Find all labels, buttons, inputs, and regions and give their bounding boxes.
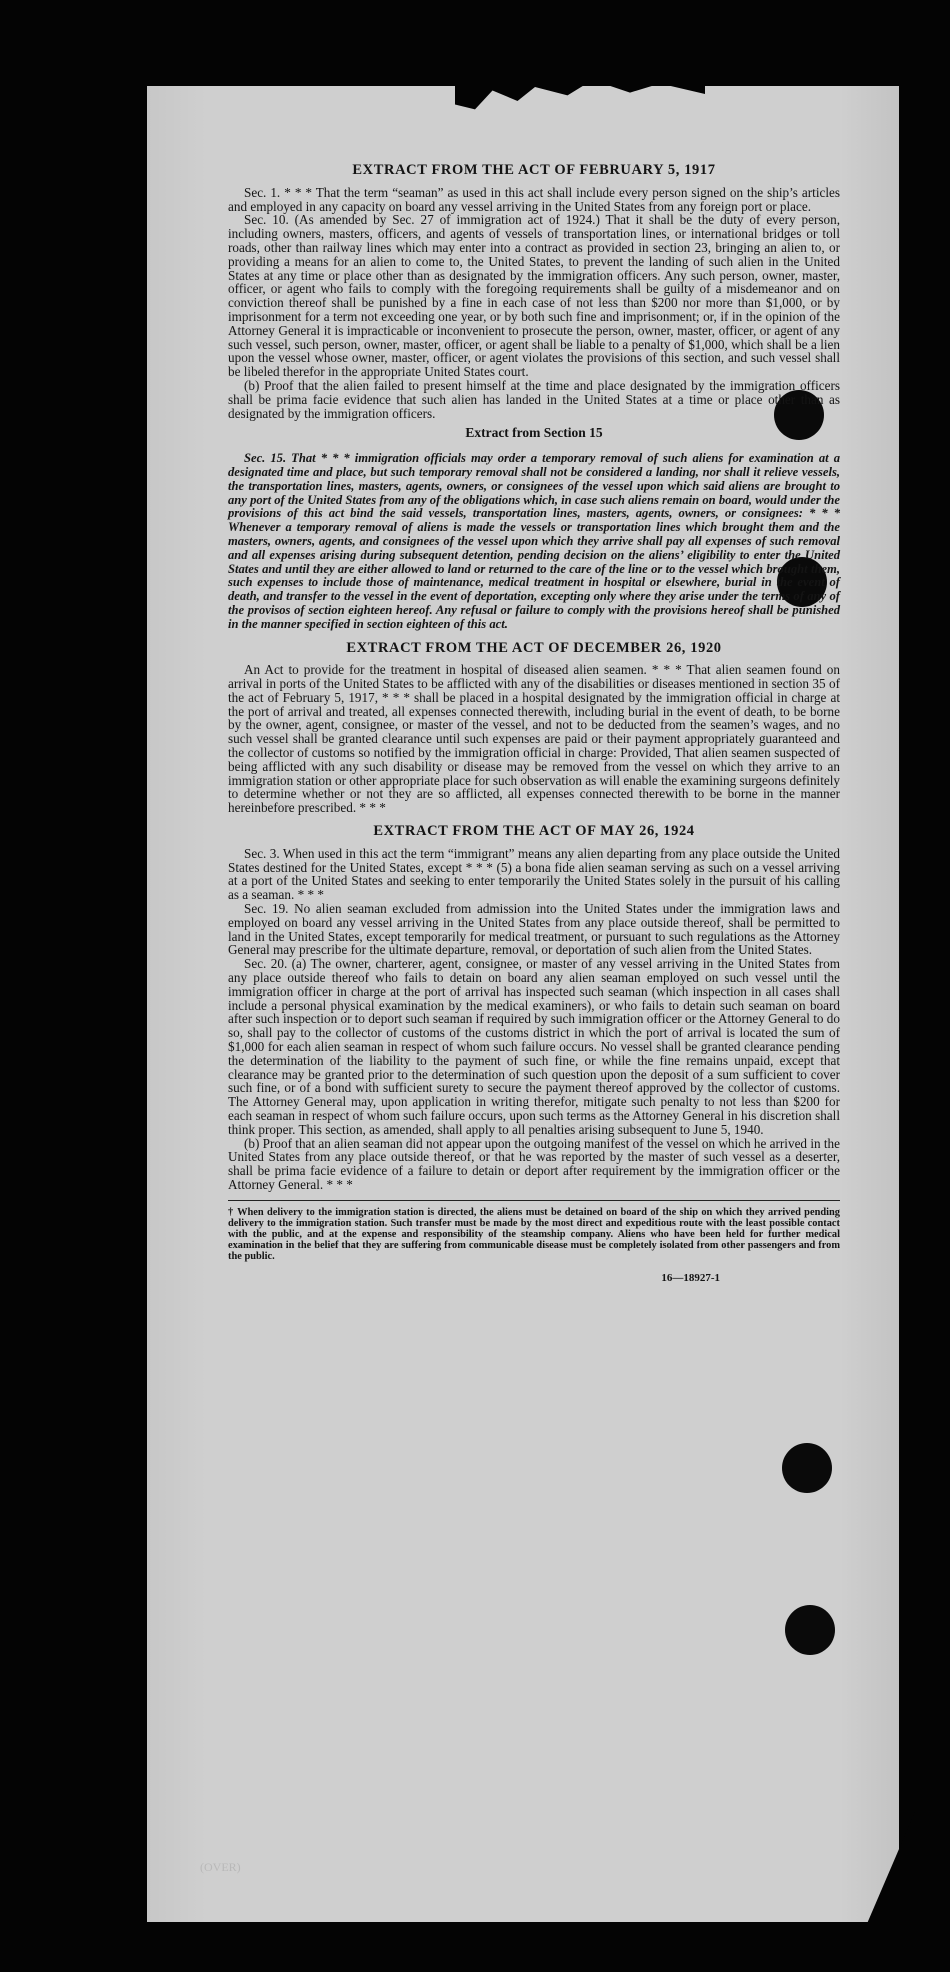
act-dec-1920: An Act to provide for the treatment in hospital of diseased alien seamen. * * * That alien seamen found on arrival in ports of the United States to be afflicted with any of the disabilities or diseases mentioned in section 35 of the act of February 5, 1917, * * * shall be placed in a hospital designated by the immigration official in charge at the port of arrival and treated, all expenses connected therewith, including burial in the event of death, to be borne by the owner, agent, consignee, or master of the vessel, and not to be deducted from the seamen’s wages, and no such vessel shall be granted clearance until such expenses are paid or their payment appropriately guaranteed and the collector of customs so notified by the immigration official in charge: Provided, That alien seamen suspected of being afflicted with any such disability or disease may be removed from the vessel on which they arrive to an immigration station or other appropriate place for such observation as will enable the examining surgeons definitely to determine whether or not they are so afflicted, all expenses connected therewith to be borne in the manner hereinbefore prescribed. * * * <box>228 662 840 816</box>
footnote: † When delivery to the immigration station is directed, the aliens must be detained on board of the ship on which they arrived pending delivery to the immigration station. Such transfer must be made by the most direct and expeditious route with the least possible contact with the public, and at the expense and responsibility of the steamship company. Aliens who have been held for further medical examination in the belief that they are suffering from communicable disease must be completely isolated from other passengers and from the public. <box>228 1206 840 1262</box>
heading-dec-1920: EXTRACT FROM THE ACT OF DECEMBER 26, 1920 <box>346 639 722 656</box>
heading-section-15: Extract from Section 15 <box>465 425 603 441</box>
section-19: Sec. 19. No alien seaman excluded from admission into the United States under the immigration laws and employed on board any vessel arriving in the United States from any place outside thereof, shall be permitted to land in the United States, except temporarily for medical treatment, or pursuant to such regulations as the Attorney General may prescribe for the ultimate departure, removal, or deportation of such alien from the United States. <box>228 901 840 958</box>
over-mark: (OVER) <box>200 1860 241 1874</box>
footnote-rule <box>228 1200 840 1201</box>
section-1: Sec. 1. * * * That the term “seaman” as used in this act shall include every person signed on the ship’s articles and employed in any capacity on board any vessel arriving in the United States from any foreign port or place. <box>228 184 840 214</box>
section-10: Sec. 10. (As amended by Sec. 27 of immigration act of 1924.) That it shall be the duty of every person, including owners, masters, officers, and agents of vessels of transportation lines, or international bridges or toll roads, other than railway lines which may enter into a contract as provided in section 23, bringing an alien to, or providing a means for an alien to come to, the United States, to prevent the landing of such alien in the United States at any time or place other than as designated by the immigration officers. Any such person, owner, master, officer, or agent who fails to comply with the foregoing requirements shall be guilty of a misdemeanor and on conviction thereof shall be punished by a fine in each case of not less than $200 nor more than $1,000, or by imprisonment for a term not exceeding one year, or by both such fine and imprisonment; or, if in the opinion of the Attorney General it is impracticable or inconvenient to prosecute the person, owner, master, officer, or agent of any such vessel, such person, owner, master, officer, or agent shall be liable to a penalty of $1,000, which shall be a lien upon the vessel whose owner, master, officer, or agent violates the provisions of this section, and such vessel shall be libeled therefor in the appropriate United States court. <box>228 212 840 380</box>
punch-hole <box>782 1443 832 1493</box>
section-15: Sec. 15. That * * * immigration officials may order a temporary removal of such aliens for examination at a designated time and place, but such temporary removal shall not be considered a landing, nor shall it relieve vessels, the transportation lines, masters, agents, owners, or consignees of the vessel upon which said aliens are brought to any port of the United States from any of the obligations which, in case such aliens remain on board, would under the provisions of this act bind the said vessels, transportation lines, masters, agents, owners, or consignees: * * * Whenever a temporary removal of aliens is made the vessels or transportation lines which brought them and the masters, owners, agents, and consignees of the vessel upon which they arrive shall pay all expenses of such removal and all expenses arising during subsequent detention, pending decision on the aliens’ eligibility to enter the United States and until they are either allowed to land or returned to the care of the line or to the vessel which brought them, such expenses to include those of maintenance, medical treatment in hospital or elsewhere, burial in the event of death, and transfer to the vessel in the event of deportation, excepting only where they arise under the terms of any of the provisos of section eighteen hereof. Any refusal or failure to comply with the provisions hereof shall be punished in the manner specified in section eighteen of this act. <box>228 451 840 631</box>
heading-may-1924: EXTRACT FROM THE ACT OF MAY 26, 1924 <box>373 823 695 840</box>
section-3: Sec. 3. When used in this act the term “immigrant” means any alien departing from any place outside the United States destined for the United States, except * * * (5) a bona fide alien seaman serving as such on a vessel arriving at a port of the United States and seeking to enter temporarily the United States solely in the pursuit of his calling as a seaman. * * * <box>228 845 840 903</box>
form-code: 16—18927-1 <box>661 1271 720 1284</box>
heading-feb-1917: EXTRACT FROM THE ACT OF FEBRUARY 5, 1917 <box>352 162 716 178</box>
section-10-b: (b) Proof that the alien failed to present himself at the time and place designated by the immigration officers shall be prima facie evidence that such alien has landed in the United States at a time or place other than as designated by the immigration officers. <box>228 377 840 421</box>
section-15-block <box>228 452 840 631</box>
section-20: Sec. 20. (a) The owner, charterer, agent, consignee, or master of any vessel arriving in the United States from any place outside thereof who fails to detain on board any alien seaman employed on such vessel until the immigration officer in charge at the port of arrival has inspected such seaman (which inspection in all cases shall include a personal physical examination by the medical examiners), or who fails to detain such seaman on board after such inspection or to deport such seaman if required by such immigration officer or the Attorney General to do so, shall pay to the collector of customs of the customs district in which the port of arrival is located the sum of $1,000 for each alien seaman in respect of whom such failure occurs. No vessel shall be granted clearance pending the determination of the liability to the payment of such fine, or while the fine remains unpaid, except that clearance may be granted prior to the determination of such question upon the deposit of a sum sufficient to cover such fine, or of a bond with sufficient surety to secure the payment thereof approved by the collector of customs. The Attorney General may, upon application in writing therefor, mitigate such penalty to not less than $200 for each seaman in respect of whom such failure occurs, upon such terms as the Attorney General in his discretion shall think proper. This section, as amended, shall apply to all penalties arising subsequent to June 5, 1940. <box>228 956 840 1137</box>
section-20-b: (b) Proof that an alien seaman did not appear upon the outgoing manifest of the vessel on which he arrived in the United States from any place outside thereof, or that he was reported by the master of such vessel as a deserter, shall be prima facie evidence of a failure to detain or deport after requirement by the immigration officer or the Attorney General. * * * <box>228 1135 840 1192</box>
punch-hole <box>785 1605 835 1655</box>
document-text <box>228 164 840 1286</box>
